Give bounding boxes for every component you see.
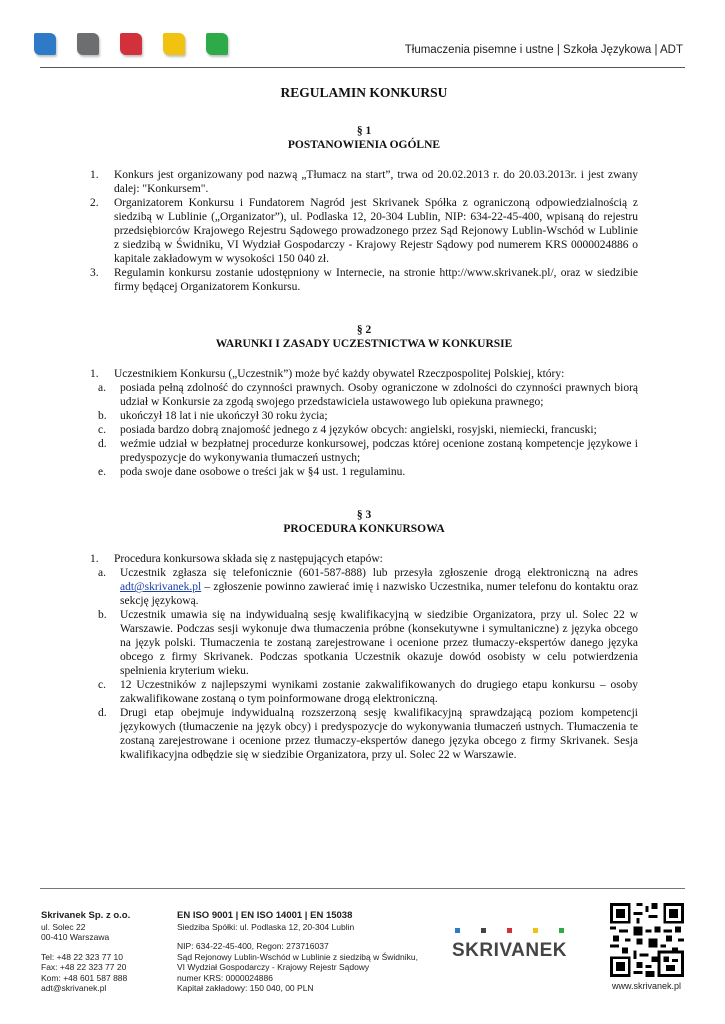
footer-contact — [41, 911, 130, 994]
brand-dot — [559, 928, 564, 933]
logo-square-blue — [34, 33, 56, 55]
sub-list-item: c. 12 Uczestników z najlepszymi wynikami zostanie zakwalifikowanych do drugiego etapu konkursu – osoby zakwalifikowane zostaną o tym poinformowane drogą elektroniczną. — [98, 679, 638, 705]
footer-fax: Fax: +48 22 323 77 20 — [41, 962, 127, 972]
section-2-number: § 2 — [356, 324, 372, 336]
sub-list-item: b. Uczestnik umawia się na indywidualną sesję kwalifikacyjną w siedzibie Organizatora, przy ul. Solec 22 w Warszawie. Podczas sesji wykonuje dwa tłumaczenia próbne (konsekutywne i symultaniczne) z języka obcego na język polski. Tłumaczenia te zostaną zarejestrowane i ocenione przez tłumaczy-ekspertów danego języka obcego z firmy Skrivanek. Podczas spotkania Uczestnik okazuje dowód osobisty w celu potwierdzenia spełnienia kryterium wieku. — [98, 609, 638, 677]
section-2-heading: WARUNKI I ZASADY UCZESTNICTWA W KONKURSIE — [215, 338, 513, 350]
brand-dot — [455, 928, 460, 933]
sub-list-item: e. poda swoje dane osobowe o treści jak w §4 ust. 1 regulaminu. — [98, 466, 406, 478]
sub-list-item: d. Drugi etap obejmuje indywidualną rozszerzoną sesję kwalifikacyjną sprawdzającą poziom kompetencji językowych (tłumaczenie na język obcy) i predyspozycje do wykonywania tłumaczeń ustnych. Tłumaczenia te zostaną zarejestrowane i ocenione przez tłumaczy-ekspertów danego języka obcego z firmy Skrivanek. Sesja kwalifikacyjna odbędzie się w siedzibie Organizatora, przy ul. Solec 22 w Warszawie. — [98, 707, 638, 761]
sub-list-item: d. weźmie udział w bezpłatnej procedurze konkursowej, podczas której ocenione zostaną kompetencje językowe i predyspozycje do wykonywania tłumaczeń ustnych; — [98, 438, 638, 464]
brand-dot — [481, 928, 486, 933]
section-1-heading: POSTANOWIENIA OGÓLNE — [287, 139, 441, 151]
document-body — [90, 86, 638, 762]
brand-dot — [507, 928, 512, 933]
sub-list-item: c. posiada bardzo dobrą znajomość jednego z 4 języków obcych: angielski, rosyjski, niemiecki, francuski; — [98, 424, 597, 436]
footer-capital: Kapitał zakładowy: 150 040, 00 PLN — [177, 983, 314, 993]
footer-tel: Tel: +48 22 323 77 10 — [41, 951, 123, 962]
footer-krs: numer KRS: 0000024886 — [177, 972, 273, 983]
footer-website: www.skrivanek.pl — [611, 981, 681, 991]
section-1-list — [90, 168, 638, 294]
footer-street: ul. Solec 22 — [41, 921, 86, 932]
footer-nip: NIP: 634-22-45-400, Regon: 273716037 — [177, 941, 329, 951]
logo-square-gray — [77, 33, 99, 55]
brand-logo-text: SKRIVANEK — [452, 940, 567, 961]
footer-email: adt@skrivanek.pl — [41, 983, 107, 993]
brand-dots — [455, 928, 564, 933]
section-3-number: § 3 — [356, 509, 372, 521]
list-item: 1. Procedura konkursowa składa się z następujących etapów: — [90, 553, 383, 565]
footer-court: Sąd Rejonowy Lublin-Wschód w Lublinie z siedzibą w Świdniku, — [177, 951, 418, 962]
logo-square-red — [120, 33, 142, 55]
logo-square-yellow — [163, 33, 185, 55]
section-3-list — [90, 552, 638, 762]
header-divider — [40, 67, 685, 68]
sub-list-item: b. ukończył 18 lat i nie ukończył 30 roku życia; — [98, 410, 328, 422]
logo-squares — [34, 33, 228, 55]
sub-list-item: a. Uczestnik zgłasza się telefonicznie (601-587-888) lub przesyła zgłoszenie drogą elektroniczną na adres adt@skrivanek.pl – zgłoszenie powinno zawierać imię i nazwisko Uczestnika, numer telefonu do kontaktu oraz sekcję językową. — [98, 567, 638, 607]
footer-registration — [177, 911, 418, 994]
sub-list-item: a. posiada pełną zdolność do czynności prawnych. Osoby ograniczone w zdolności do czynności prawnych biorą udział w Konkursie za zgodą swojego przedstawiciela ustawowego lub opiekuna prawnego; — [98, 382, 638, 408]
document-title: REGULAMIN KONKURSU — [280, 85, 448, 100]
footer-divider — [40, 888, 685, 889]
footer-company: Skrivanek Sp. z o.o. — [41, 910, 131, 921]
logo-square-green — [206, 33, 228, 55]
qr-code-icon — [610, 903, 684, 977]
footer-city: 00-410 Warszawa — [41, 932, 110, 942]
email-link[interactable]: adt@skrivanek.pl — [120, 581, 202, 593]
footer-seat: Siedziba Spółki: ul. Podlaska 12, 20-304 Lublin — [177, 921, 355, 932]
footer-dept: VI Wydział Gospodarczy - Krajowy Rejestr Sądowy — [177, 962, 370, 972]
header-tagline: Tłumaczenia pisemne i ustne | Szkoła Językowa | ADT — [404, 44, 683, 56]
section-2-list — [90, 367, 638, 479]
list-item: 2. Organizatorem Konkursu i Fundatorem Nagród jest Skrivanek Spółka z ograniczoną odpowiedzialnością z siedzibą w Lublinie („Organizator”), ul. Podlaska 12, 20-304 Lublin, NIP: 634-22-45-400, wpisaną do rejestru przedsiębiorców Krajowego Rejestru Sądowego prowadzonego przez Sąd Rejonowy Lublin-Wschód w Lublinie z siedzibą w Świdniku, VI Wydział Gospodarczy - Krajowy Rejestr Sądowy pod numerem KRS 0000024886 o kapitale zakładowym w wysokości 150 040 zł. — [90, 197, 638, 265]
section-3-heading: PROCEDURA KONKURSOWA — [283, 523, 445, 535]
list-item: 1. Konkurs jest organizowany pod nazwą „Tłumacz na start”, trwa od 20.02.2013 r. do 20.03.2013r. i jest zwany dalej: "Konkursem". — [90, 169, 638, 195]
footer-iso: EN ISO 9001 | EN ISO 14001 | EN 15038 — [177, 910, 353, 921]
section-1-number: § 1 — [356, 125, 372, 137]
brand-dot — [533, 928, 538, 933]
list-item: 3. Regulamin konkursu zostanie udostępniony w Internecie, na stronie http://www.skrivanek.pl/, oraz w siedzibie firmy będącej Organizatorem Konkursu. — [90, 267, 638, 293]
footer-kom: Kom: +48 601 587 888 — [41, 972, 128, 983]
list-item: 1. Uczestnikiem Konkursu („Uczestnik”) może być każdy obywatel Rzeczpospolitej Polskiej, który: — [90, 368, 565, 380]
